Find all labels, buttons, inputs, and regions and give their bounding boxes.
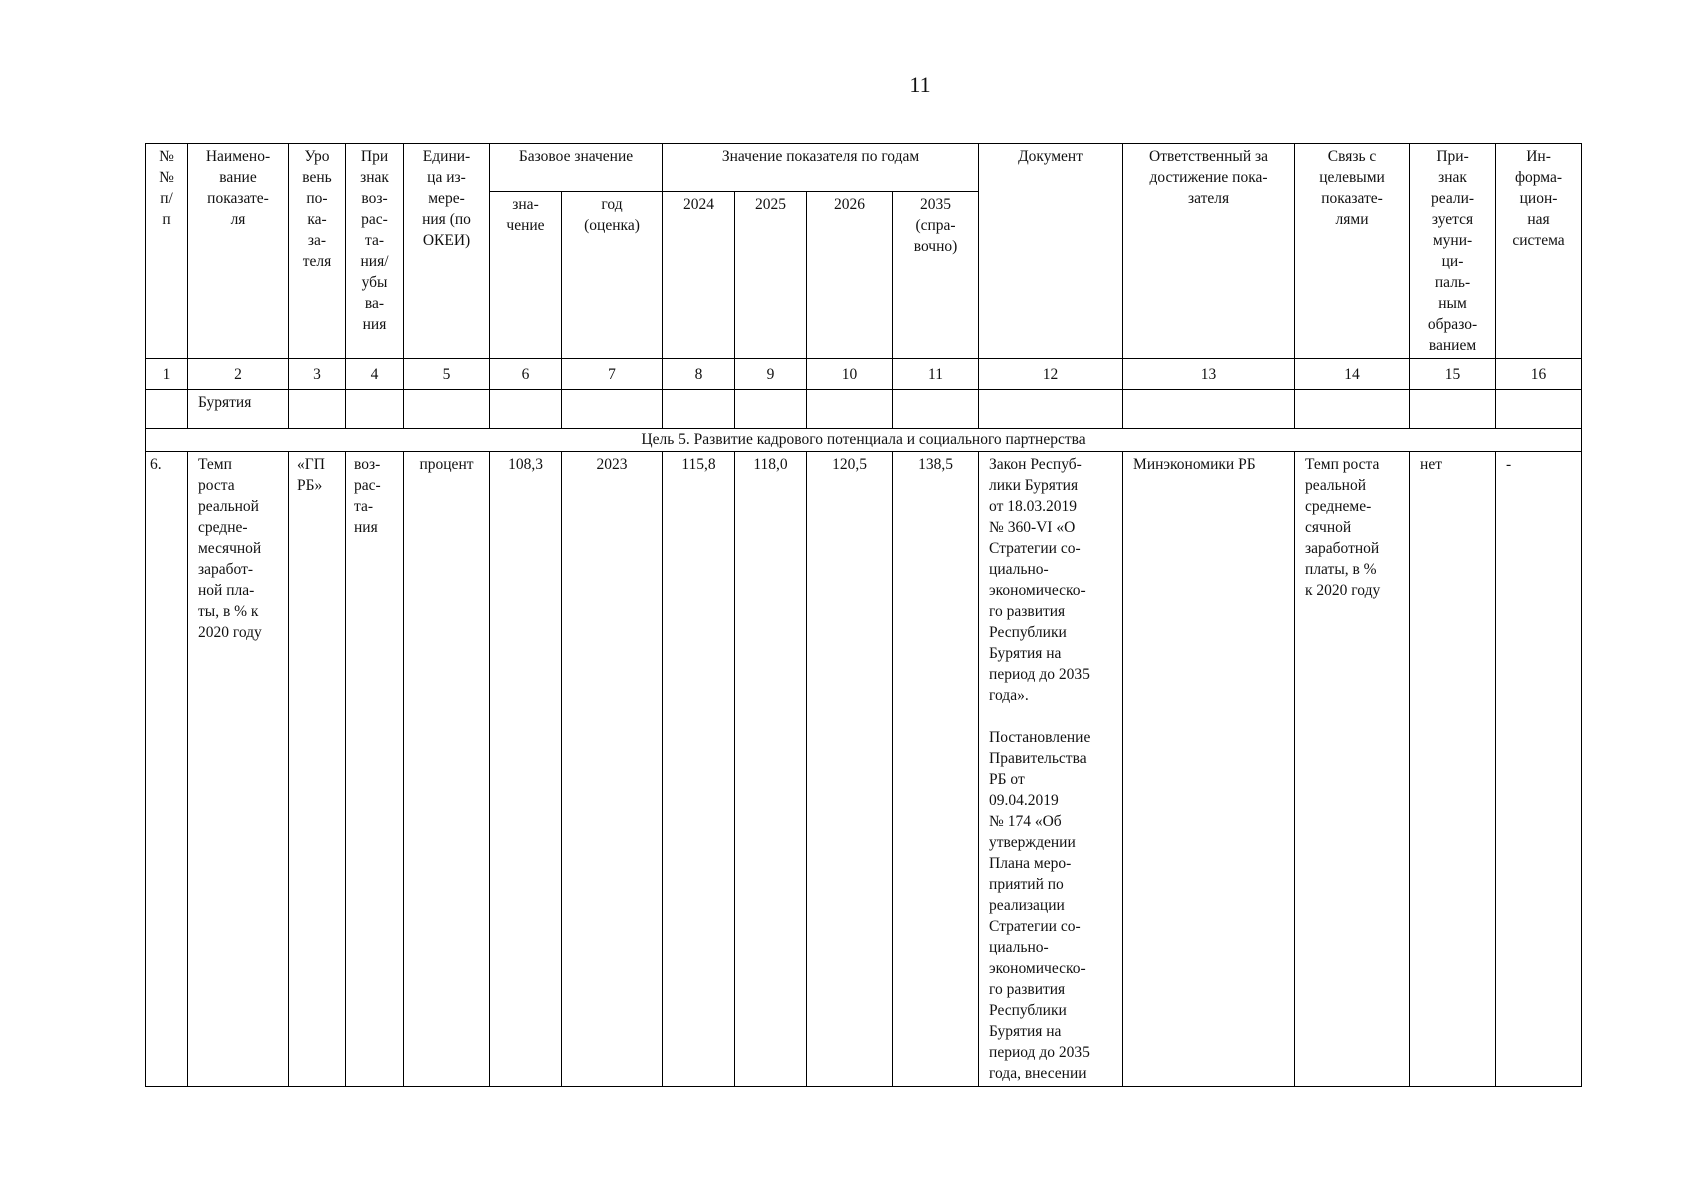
- cell-empty: [807, 390, 893, 429]
- row-trend: воз- рас- та- ния: [346, 452, 404, 1087]
- cell-empty: [1496, 390, 1582, 429]
- column-number: 12: [979, 359, 1123, 390]
- column-number: 5: [404, 359, 490, 390]
- row-unit: процент: [404, 452, 490, 1087]
- table-row: [146, 452, 1582, 1087]
- column-number: 4: [346, 359, 404, 390]
- cell-empty: [146, 390, 188, 429]
- column-number: 1: [146, 359, 188, 390]
- column-number: 14: [1295, 359, 1410, 390]
- row-name: Темп роста реальной средне- месячной заработ- ной пла- ты, в % к 2020 году: [188, 452, 289, 1087]
- cell-empty: [289, 390, 346, 429]
- page-number: 11: [909, 72, 931, 97]
- row-value-2035: 138,5: [893, 452, 979, 1087]
- row-value-2026: 120,5: [807, 452, 893, 1087]
- header-years-group: Значение показателя по годам: [663, 144, 979, 192]
- column-number: 15: [1410, 359, 1496, 390]
- column-number: 13: [1123, 359, 1295, 390]
- cell-empty: [979, 390, 1123, 429]
- header-link: Связь с целевыми показате- лями: [1295, 144, 1410, 359]
- header-unit: Едини- ца из- мере- ния (по ОКЕИ): [404, 144, 490, 359]
- column-number: 10: [807, 359, 893, 390]
- column-number: 8: [663, 359, 735, 390]
- column-number: 9: [735, 359, 807, 390]
- cell-empty: [346, 390, 404, 429]
- header-row: [146, 144, 1582, 192]
- header-num: № № п/ п: [146, 144, 188, 359]
- column-numbers-row: [146, 359, 1582, 390]
- continuation-row: [146, 390, 1582, 429]
- cell-empty: [735, 390, 807, 429]
- header-2025: 2025: [735, 191, 807, 358]
- header-responsible: Ответственный за достижение пока- зателя: [1123, 144, 1295, 359]
- indicators-table: [145, 143, 1582, 1087]
- header-document: Документ: [979, 144, 1123, 359]
- header-2024: 2024: [663, 191, 735, 358]
- row-level: «ГП РБ»: [289, 452, 346, 1087]
- column-number: 6: [490, 359, 562, 390]
- header-base-value: зна- чение: [490, 191, 562, 358]
- column-number: 11: [893, 359, 979, 390]
- cell-empty: [1410, 390, 1496, 429]
- row-num: 6.: [146, 452, 188, 1087]
- cell-empty: [490, 390, 562, 429]
- header-2035: 2035 (спра- вочно): [893, 191, 979, 358]
- row-responsible: Минэкономики РБ: [1123, 452, 1295, 1087]
- goal-row: [146, 429, 1582, 452]
- header-name: Наимено- вание показате- ля: [188, 144, 289, 359]
- row-info-system: -: [1496, 452, 1582, 1087]
- column-number: 7: [562, 359, 663, 390]
- goal-title: Цель 5. Развитие кадрового потенциала и социального партнерства: [146, 429, 1582, 452]
- cell-empty: [893, 390, 979, 429]
- header-municipal: При- знак реали- зуется муни- ци- паль- ным образо- ванием: [1410, 144, 1496, 359]
- row-link: Темп роста реальной среднеме- сячной заработной платы, в % к 2020 году: [1295, 452, 1410, 1087]
- row-municipal: нет: [1410, 452, 1496, 1087]
- continuation-name: Бурятия: [188, 390, 289, 429]
- header-trend: При знак воз- рас- та- ния/ убы ва- ния: [346, 144, 404, 359]
- header-info-system: Ин- форма- цион- ная система: [1496, 144, 1582, 359]
- cell-empty: [562, 390, 663, 429]
- column-number: 2: [188, 359, 289, 390]
- row-value-2024: 115,8: [663, 452, 735, 1087]
- cell-empty: [1295, 390, 1410, 429]
- row-value-2025: 118,0: [735, 452, 807, 1087]
- header-base-group: Базовое значение: [490, 144, 663, 192]
- column-number: 3: [289, 359, 346, 390]
- row-base-year: 2023: [562, 452, 663, 1087]
- row-document: Закон Респуб- лики Бурятия от 18.03.2019 № 360-VI «О Стратегии со- циально- экономическо- го развития Республики Бурятия на период до 2035 года». Постановление Правительства РБ от 09.04.2019 № 174 «Об утверждении Плана меро- приятий по реализации Стратегии со- циально- экономическо- го развития Республики Бурятия на период до 2035 года, внесении: [979, 452, 1123, 1087]
- row-base-value: 108,3: [490, 452, 562, 1087]
- header-base-year: год (оценка): [562, 191, 663, 358]
- cell-empty: [1123, 390, 1295, 429]
- cell-empty: [404, 390, 490, 429]
- header-2026: 2026: [807, 191, 893, 358]
- header-level: Уро вень по- ка- за- теля: [289, 144, 346, 359]
- cell-empty: [663, 390, 735, 429]
- column-number: 16: [1496, 359, 1582, 390]
